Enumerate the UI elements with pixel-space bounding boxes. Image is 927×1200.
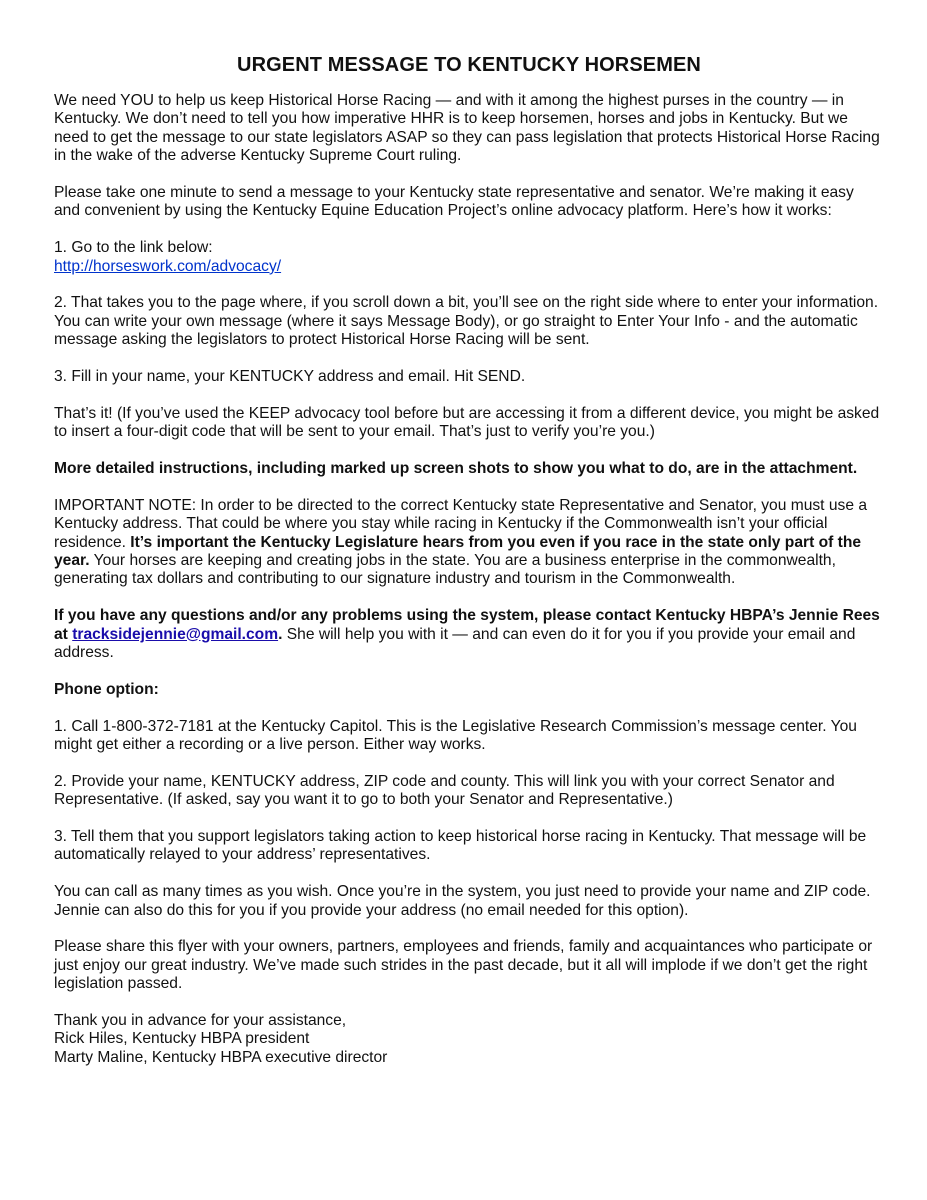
questions-bold: If you have any questions and/or any problems using the system, please contact Kentucky HBPA’s Jennie Rees at: [54, 607, 880, 643]
phone-step-1: 1. Call 1-800-372-7181 at the Kentucky Capitol. This is the Legislative Research Commission’s message center. You might get either a recording or a live person. Either way works.: [54, 717, 857, 754]
step-3: 3. Fill in your name, your KENTUCKY address and email. Hit SEND.: [54, 368, 526, 386]
phone-step-2: 2. Provide your name, KENTUCKY address, ZIP code and county. This will link you with your correct Senator and Representative. (If asked, say you want it to go to both your Senator and Representative.): [54, 772, 835, 809]
detailed-instructions: More detailed instructions, including marked up screen shots to show you what to do, are in the attachment.: [54, 460, 858, 478]
signoff: [54, 1012, 884, 1067]
email-link[interactable]: tracksidejennie@gmail.com: [72, 625, 279, 643]
thanks-line: Thank you in advance for your assistance,: [54, 1012, 347, 1030]
note-part-1: IMPORTANT NOTE: In order to be directed to the correct Kentucky state Representative and Senator, you must use a Kentucky address. That could be where you stay while racing in Kentucky if the Commonwealth isn’t your official residence.: [54, 496, 867, 551]
phone-repeat: You can call as many times as you wish. Once you’re in the system, you just need to provide your name and ZIP code. Jennie can also do this for you if you provide your address (no email needed for this option).: [54, 883, 871, 919]
phone-heading: Phone option:: [54, 680, 159, 698]
note-bold: It’s important the Kentucky Legislature hears from you even if you race in the state only part of the year.: [54, 533, 862, 570]
step-1-text: 1. Go to the link below:: [54, 239, 213, 257]
signer-2: Marty Maline, Kentucky HBPA executive director: [54, 1048, 388, 1066]
flyer-page: [54, 52, 884, 1067]
questions-period: .: [278, 625, 283, 643]
intro-paragraph: We need YOU to help us keep Historical Horse Racing — and with it among the highest purses in the country — in Kentucky. We don’t need to tell you how imperative HHR is to keep horsemen, horses and jobs in Kentucky. But we need to get the message to our state legislators ASAP so they can pass legislation that protects Historical Horse Racing in the wake of the adverse Kentucky Supreme Court ruling.: [54, 92, 880, 165]
note-part-2: Your horses are keeping and creating jobs in the state. You are a business enterprise in the commonwealth, generating tax dollars and contributing to our signature industry and tourism in the Commonwealth.: [54, 552, 836, 588]
important-note: [54, 497, 884, 589]
step-1: [54, 239, 884, 276]
thats-it-paragraph: That’s it! (If you’ve used the KEEP advocacy tool before but are accessing it from a different device, you might be asked to insert a four-digit code that will be sent to your email. That’s just to verify you’re you.): [54, 404, 880, 441]
step-2: 2. That takes you to the page where, if you scroll down a bit, you’ll see on the right side where to enter your information. You can write your own message (where it says Message Body), or go straight to Enter Your Info - and the automatic message asking the legislators to protect Historical Horse Racing will be sent.: [54, 294, 879, 349]
questions-paragraph: [54, 607, 884, 662]
signer-1: Rick Hiles, Kentucky HBPA president: [54, 1030, 310, 1048]
share-paragraph: Please share this flyer with your owners, partners, employees and friends, family and acquaintances who participate or just enjoy our great industry. We’ve made such strides in the past decade, but it all will implode if we don’t get the right legislation passed.: [54, 938, 873, 993]
advocacy-link[interactable]: http://horseswork.com/advocacy/: [54, 257, 282, 275]
page-title: URGENT MESSAGE TO KENTUCKY HORSEMEN: [237, 54, 701, 76]
questions-rest: She will help you with it — and can even do it for you if you provide your email and address.: [54, 625, 856, 662]
ask-paragraph: Please take one minute to send a message to your Kentucky state representative and senator. We’re making it easy and convenient by using the Kentucky Equine Education Project’s online advocacy platform. Here’s how it works:: [54, 184, 854, 220]
phone-step-3: 3. Tell them that you support legislators taking action to keep historical horse racing in Kentucky. That message will be automatically relayed to your address’ representatives.: [54, 828, 867, 864]
